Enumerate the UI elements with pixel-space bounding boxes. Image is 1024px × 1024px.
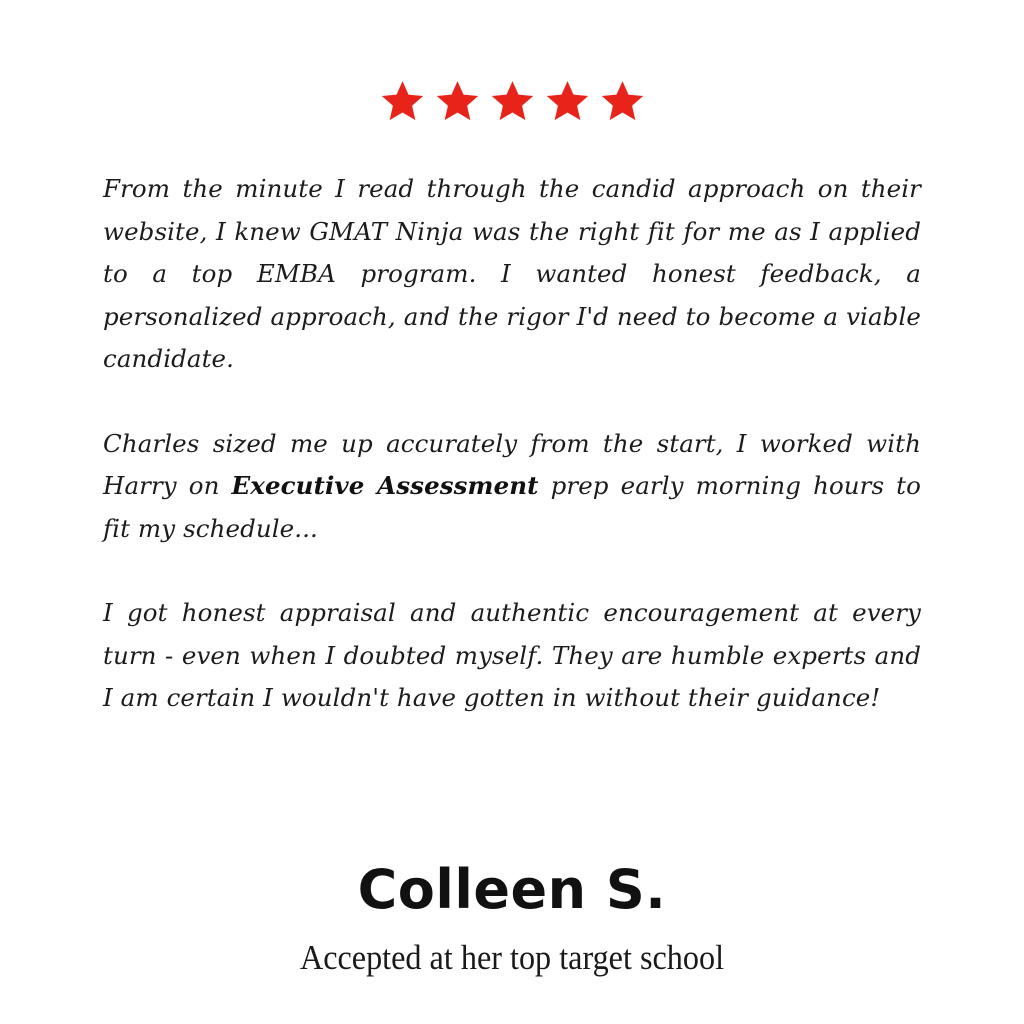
review-paragraph — [103, 423, 921, 551]
star-icon — [489, 78, 536, 125]
author-result: Accepted at her top target school — [299, 938, 725, 977]
star-rating — [0, 78, 1024, 125]
author-name: Colleen S. — [357, 858, 667, 921]
review-text: prep early morning hours to fit my schedule... — [103, 471, 921, 543]
star-icon — [599, 78, 646, 125]
review-text: Charles sized me up accurately from the start, I worked with Harry on — [103, 428, 921, 500]
star-icon — [544, 78, 591, 125]
star-icon — [379, 78, 426, 125]
review-paragraph: From the minute I read through the candid approach on their website, I knew GMAT Ninja was the right fit for me as I applied to a top EMBA program. I wanted honest feedback, a personalized approach, and the rigor I'd need to become a viable candidate. — [103, 174, 921, 373]
review-body — [103, 168, 921, 762]
review-highlight: Executive Assessment — [231, 471, 539, 500]
review-paragraph: I got honest appraisal and authentic encouragement at every turn - even when I doubted myself. They are humble experts and I am certain I wouldn't have gotten in without their guidance! — [103, 598, 921, 712]
star-icon — [434, 78, 481, 125]
